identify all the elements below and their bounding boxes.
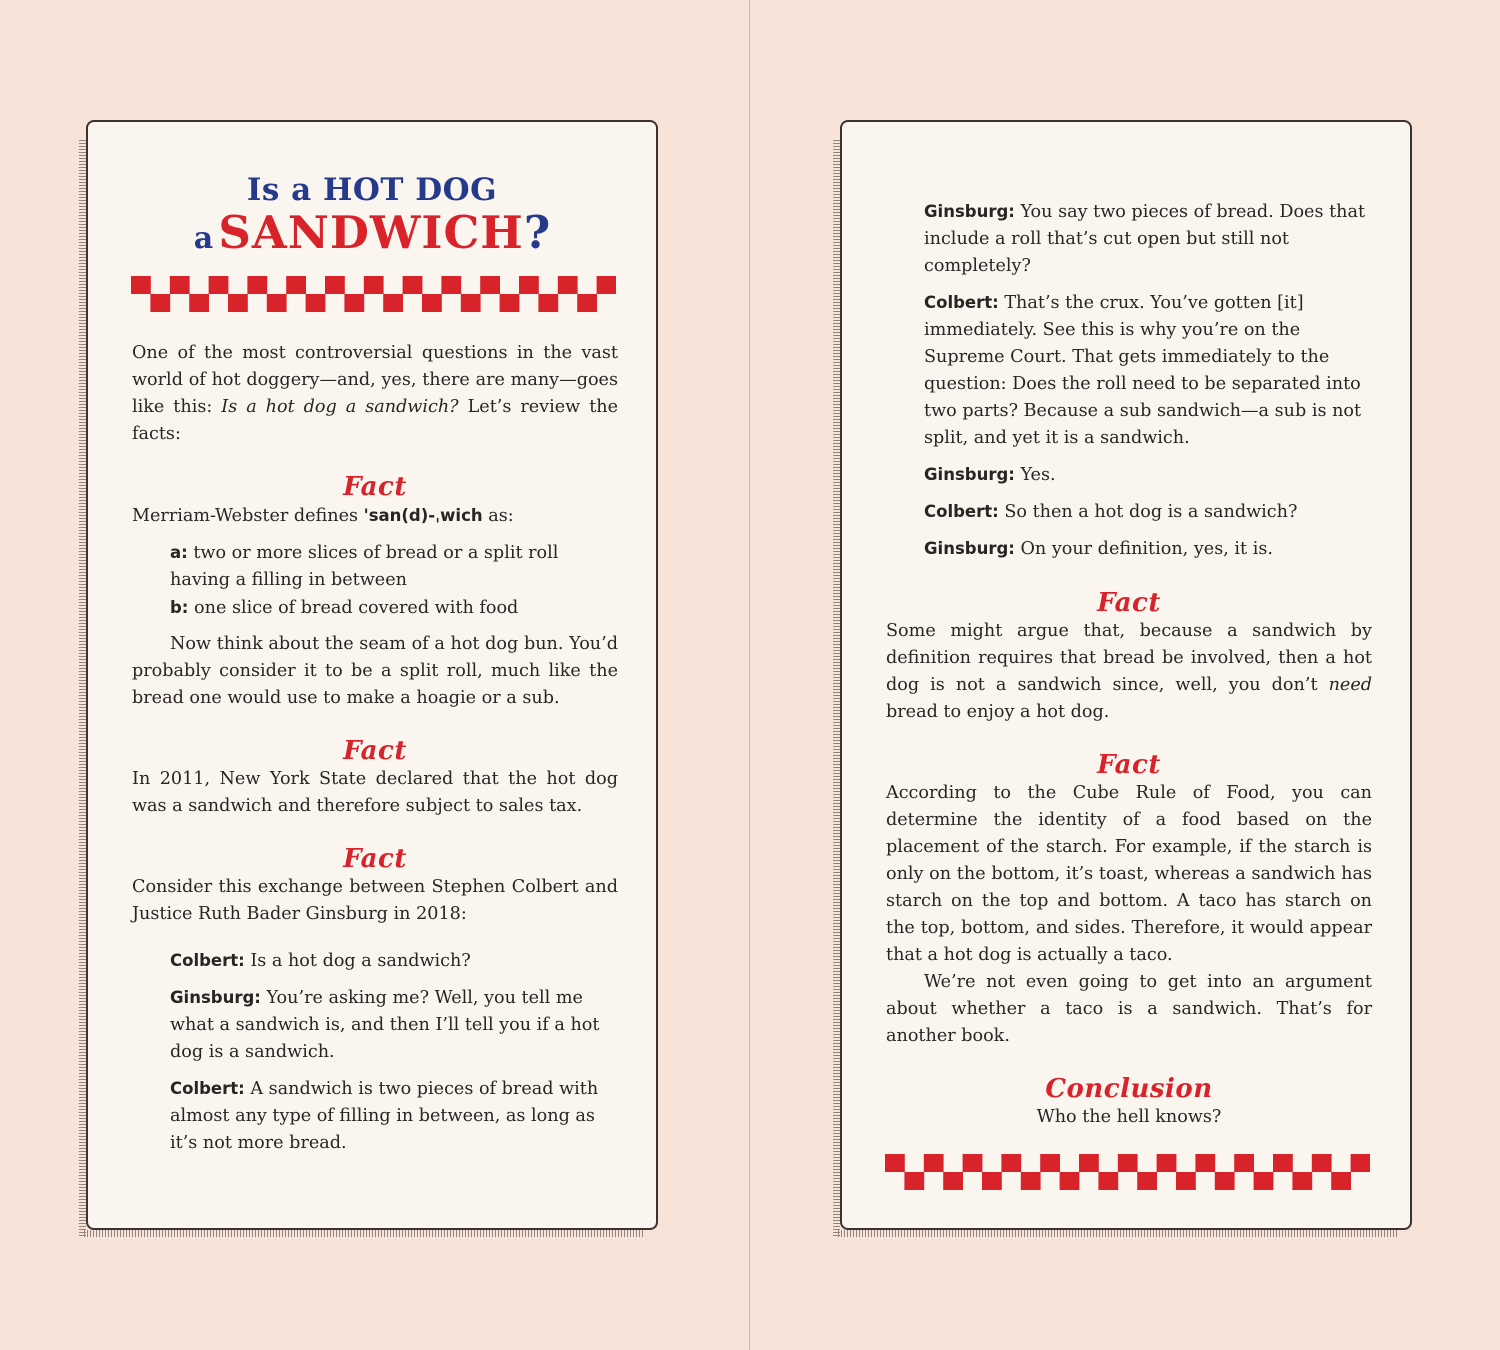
checker-square: [1215, 1172, 1235, 1190]
exchange-intro: Consider this exchange between Stephen Colbert and Justice Ruth Bader Ginsburg in 2018:: [132, 877, 618, 924]
fact-heading: Fact: [343, 472, 407, 502]
checkerboard-divider-bottom: [885, 1154, 1370, 1190]
checker-square: [364, 276, 384, 294]
checker-square: [885, 1154, 905, 1172]
checker-square: [538, 294, 558, 312]
checker-square: [1331, 1172, 1351, 1190]
checker-square: [325, 276, 345, 294]
checker-square: [519, 276, 539, 294]
checker-square: [558, 276, 578, 294]
checker-square: [383, 294, 403, 312]
left-body: [132, 340, 618, 1166]
taco-paragraph: We’re not even going to get into an argument about whether a taco is a sandwich. That’s for another book.: [886, 972, 1372, 1046]
checker-square: [286, 276, 306, 294]
checker-square: [904, 1172, 924, 1190]
fact-heading: Fact: [343, 844, 407, 874]
checker-square: [1273, 1154, 1293, 1172]
checker-square: [209, 276, 229, 294]
checker-square: [1060, 1172, 1080, 1190]
new-york-paragraph: In 2011, New York State declared that the hot dog was a sandwich and therefore subject to sales tax.: [132, 769, 618, 816]
checker-square: [1292, 1172, 1312, 1190]
checkerboard-divider-top: [131, 276, 616, 312]
checker-square: [441, 276, 461, 294]
checker-square: [963, 1154, 983, 1172]
fact-heading: Fact: [343, 736, 407, 766]
dialogue-line: Ginsburg: Yes.: [924, 465, 1056, 485]
bread-argument-paragraph: Some might argue that, because a sandwich by definition requires that bread be involved, then a hot dog is not a sandwich since, well, you don’t need bread to enjoy a hot dog.: [886, 621, 1372, 722]
checker-square: [500, 294, 520, 312]
conclusion-heading: Conclusion: [1045, 1074, 1213, 1104]
checker-square: [1137, 1172, 1157, 1190]
fact-heading: Fact: [1097, 588, 1161, 618]
definition-lead: Merriam-Webster defines 'san(d)-ˌwich as:: [132, 506, 514, 526]
checker-square: [1195, 1154, 1215, 1172]
checker-square: [306, 294, 326, 312]
page-title: [88, 172, 656, 268]
checker-square: [1098, 1172, 1118, 1190]
checker-square: [267, 294, 287, 312]
checker-square: [1351, 1154, 1370, 1172]
left-page-card: [86, 120, 658, 1230]
right-body: [886, 198, 1372, 1131]
cube-rule-paragraph: According to the Cube Rule of Food, you can determine the identity of a food based on the placement of the starch. For example, if the starch is only on the bottom, it’s toast, whereas a sandwich has starch on the top and bottom. A taco has starch on the top, bottom, and sides. Therefore, it would appear that a hot dog is actually a taco.: [886, 783, 1372, 965]
title-a: a: [193, 221, 214, 256]
seam-paragraph: Now think about the seam of a hot dog bun. You’d probably consider it to be a split roll, much like the bread one would use to make a hoagie or a sub.: [132, 634, 618, 708]
checker-square: [577, 294, 597, 312]
checker-square: [1312, 1154, 1332, 1172]
title-line-1: Is a HOT DOG: [246, 172, 498, 208]
fact-heading: Fact: [1097, 750, 1161, 780]
checker-square: [1021, 1172, 1041, 1190]
checker-square: [228, 294, 248, 312]
checker-square: [403, 276, 423, 294]
checker-square: [1040, 1154, 1060, 1172]
checker-square: [943, 1172, 963, 1190]
checker-square: [1234, 1154, 1254, 1172]
checker-square: [1118, 1154, 1138, 1172]
checker-square: [150, 294, 170, 312]
checker-square: [170, 276, 190, 294]
checker-square: [1079, 1154, 1099, 1172]
dialogue-line: Ginsburg: On your definition, yes, it is.: [924, 539, 1273, 559]
page-gutter: [749, 0, 750, 1350]
intro-paragraph: One of the most controversial questions in the vast world of hot doggery—and, yes, there are many—goes like this: Is a hot dog a sandwich? Let’s review the facts:: [132, 343, 619, 444]
checker-square: [189, 294, 209, 312]
dialogue-line: Colbert: A sandwich is two pieces of bread with almost any type of filling in between, as long as it’s not more bread.: [170, 1079, 599, 1153]
checker-square: [1254, 1172, 1274, 1190]
checker-square: [422, 294, 442, 312]
checker-square: [480, 276, 500, 294]
checker-square: [1176, 1172, 1196, 1190]
dialogue-line: Colbert: That’s the crux. You’ve gotten [it] immediately. See this is why you’re on the Supreme Court. That gets immediately to the question: Does the roll need to be separated into two parts? Because a sub sandwich—a sub is not split, and yet it is a sandwich.: [924, 293, 1362, 448]
right-page-card: [840, 120, 1412, 1230]
checker-square: [247, 276, 267, 294]
definition-b: b: one slice of bread covered with food: [170, 598, 519, 618]
dialogue-line: Ginsburg: You say two pieces of bread. Does that include a roll that’s cut open but still not completely?: [924, 202, 1366, 276]
checker-square: [344, 294, 364, 312]
title-line-2: [88, 208, 656, 268]
title-sandwich: SANDWICH: [218, 206, 524, 259]
checker-square: [131, 276, 151, 294]
dialogue-line: Ginsburg: You’re asking me? Well, you tell me what a sandwich is, and then I’ll tell you if a hot dog is a sandwich.: [170, 988, 600, 1062]
checker-square: [1157, 1154, 1177, 1172]
dialogue-line: Colbert: So then a hot dog is a sandwich?: [924, 502, 1298, 522]
checker-square: [597, 276, 616, 294]
checker-square: [982, 1172, 1002, 1190]
conclusion-text: Who the hell knows?: [1036, 1107, 1222, 1127]
checker-square: [1001, 1154, 1021, 1172]
definition-a: a: two or more slices of bread or a split roll having a filling in between: [170, 543, 559, 590]
title-question-mark: ?: [523, 206, 551, 259]
dialogue-line: Colbert: Is a hot dog a sandwich?: [170, 951, 471, 971]
checker-square: [461, 294, 481, 312]
checker-square: [924, 1154, 944, 1172]
